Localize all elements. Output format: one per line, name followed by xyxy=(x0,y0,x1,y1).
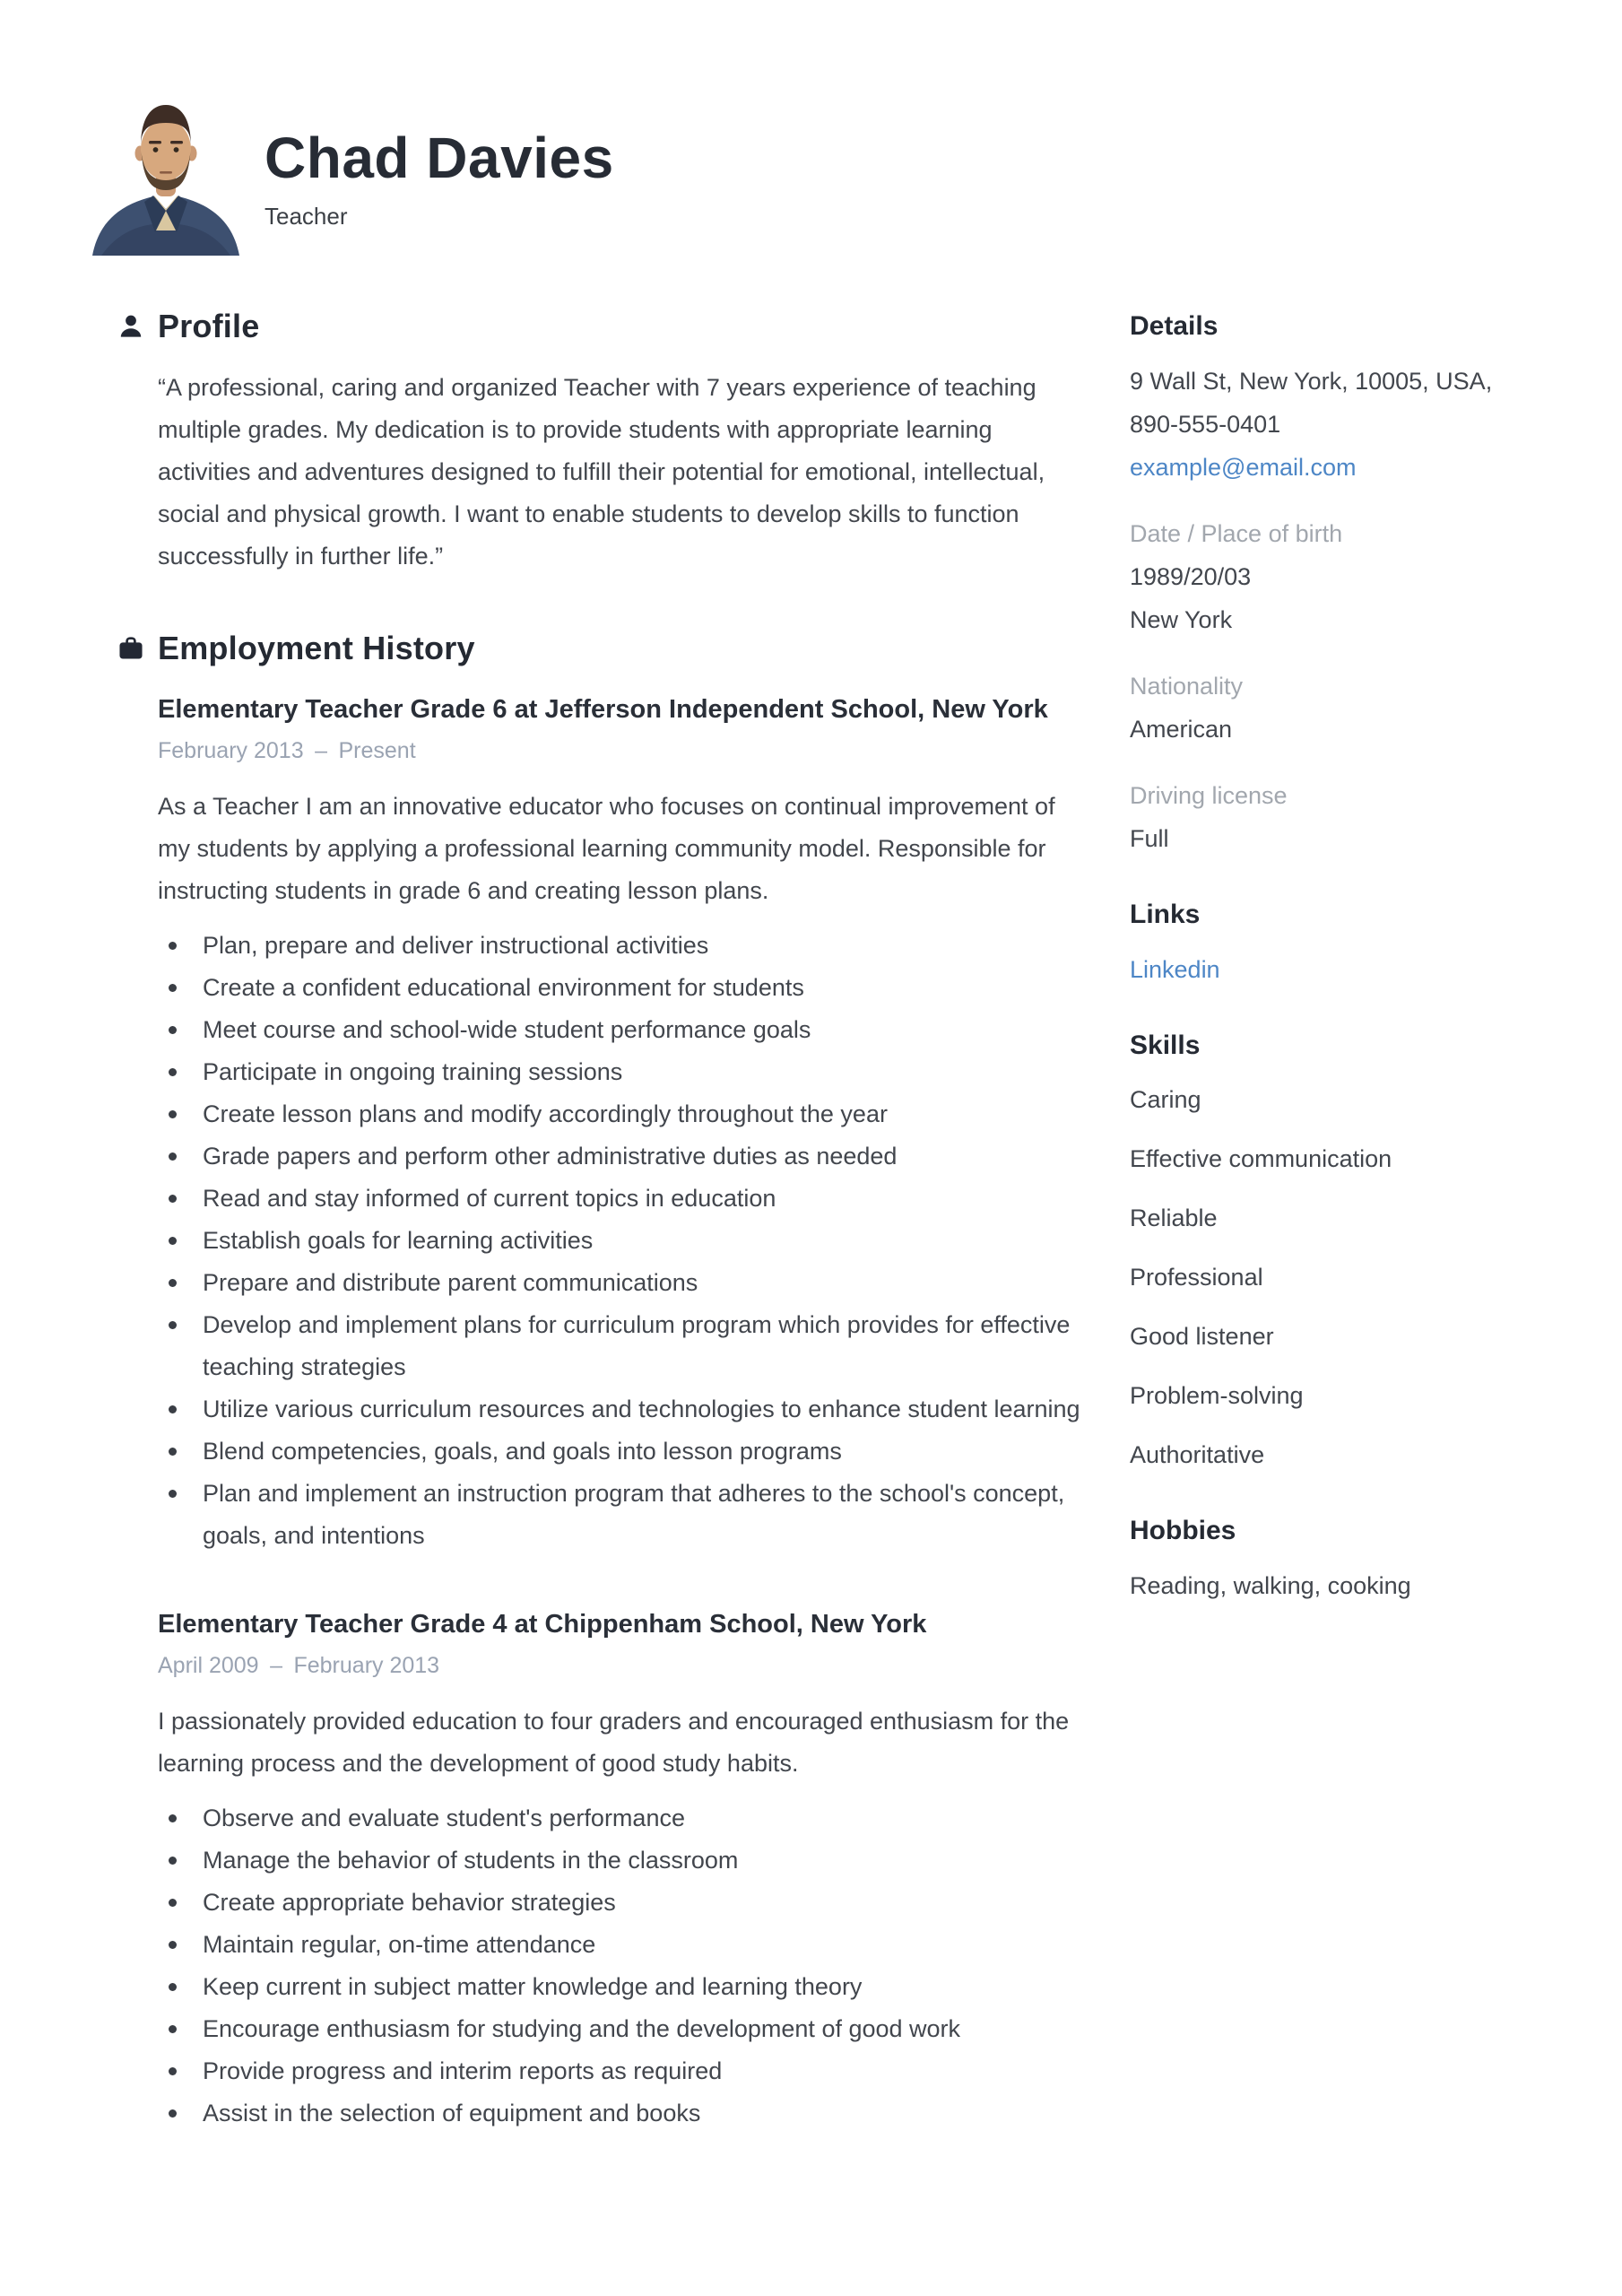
job-dates: April 2009 – February 2013 xyxy=(158,1653,440,1678)
sidebar xyxy=(1130,308,1533,2187)
email-link[interactable]: example@email.com xyxy=(1130,454,1357,481)
bullet-item: Blend competencies, goals, and goals into lesson programs xyxy=(158,1431,1089,1473)
links-heading: Links xyxy=(1130,900,1201,929)
bullet-item: Plan, prepare and deliver instructional activities xyxy=(158,925,1089,967)
section-profile xyxy=(117,308,1089,578)
details-section xyxy=(1130,311,1533,860)
job-title: Elementary Teacher Grade 4 at Chippenham School, New York xyxy=(158,1610,927,1639)
bullet-item: Assist in the selection of equipment and books xyxy=(158,2092,1089,2135)
job-entry-2 xyxy=(158,1604,1089,2135)
skills-heading: Skills xyxy=(1130,1031,1201,1060)
name-block xyxy=(265,76,614,230)
bullet-item: Create appropriate behavior strategies xyxy=(158,1882,1089,1924)
driving-license-value: Full xyxy=(1130,825,1169,852)
nationality-value: American xyxy=(1130,716,1233,743)
bullet-item: Read and stay informed of current topics in education xyxy=(158,1178,1089,1220)
skill-item: Reliable xyxy=(1130,1205,1218,1231)
linkedin-link[interactable]: Linkedin xyxy=(1130,956,1220,983)
main-column xyxy=(117,308,1089,2187)
bullet-item: Create a confident educational environment for students xyxy=(158,967,1089,1009)
address: 9 Wall St, New York, 10005, USA, xyxy=(1130,368,1493,395)
profile-section-header xyxy=(117,308,1089,345)
bullet-item: Maintain regular, on-time attendance xyxy=(158,1924,1089,1966)
page-title: Chad Davies xyxy=(265,126,614,190)
birth-date: 1989/20/03 xyxy=(1130,563,1252,590)
skill-item: Professional xyxy=(1130,1264,1263,1291)
section-employment xyxy=(117,630,1089,2135)
bullet-item: Encourage enthusiasm for studying and the development of good work xyxy=(158,2008,1089,2050)
skill-item: Caring xyxy=(1130,1086,1201,1113)
person-icon xyxy=(117,312,145,341)
employment-heading: Employment History xyxy=(158,630,475,666)
bullet-item: Develop and implement plans for curriculum program which provides for effective teaching strategies xyxy=(158,1304,1089,1388)
bullet-item: Grade papers and perform other administrative duties as needed xyxy=(158,1135,1089,1178)
job-description: I passionately provided education to four graders and encouraged enthusiasm for the learning process and the development of good study habits. xyxy=(158,1708,1070,1777)
driving-license-label: Driving license xyxy=(1130,782,1288,809)
profile-summary: “A professional, caring and organized Teacher with 7 years experience of teaching multiple grades. My dedication is to provide students with appropriate learning activities and adventures designed to fulfill their potential for emotional, intellectual, social and physical growth. I want to enable students to develop skills to function successfully in further life.” xyxy=(158,374,1045,570)
header xyxy=(0,0,1622,256)
bullet-item: Establish goals for learning activities xyxy=(158,1220,1089,1262)
bullet-item: Provide progress and interim reports as required xyxy=(158,2050,1089,2092)
bullet-item: Keep current in subject matter knowledge and learning theory xyxy=(158,1966,1089,2008)
bullet-item: Meet course and school-wide student performance goals xyxy=(158,1009,1089,1051)
bullet-item: Manage the behavior of students in the classroom xyxy=(158,1839,1089,1882)
profile-photo xyxy=(76,76,256,256)
job-dates: February 2013 – Present xyxy=(158,738,416,763)
skill-item: Authoritative xyxy=(1130,1441,1265,1468)
bullet-item: Prepare and distribute parent communications xyxy=(158,1262,1089,1304)
phone-number: 890-555-0401 xyxy=(1130,411,1281,438)
bullet-item: Plan and implement an instruction program that adheres to the school's concept, goals, and intentions xyxy=(158,1473,1089,1557)
job-title: Elementary Teacher Grade 6 at Jefferson Independent School, New York xyxy=(158,695,1048,724)
skill-item: Problem-solving xyxy=(1130,1382,1304,1409)
birth-label: Date / Place of birth xyxy=(1130,520,1343,547)
hobbies-section xyxy=(1130,1516,1533,1607)
bullet-item: Observe and evaluate student's performance xyxy=(158,1797,1089,1839)
job-role-subtitle: Teacher xyxy=(265,203,348,230)
job-entry-1 xyxy=(158,689,1089,1557)
nationality-label: Nationality xyxy=(1130,673,1244,700)
job-bullet-list xyxy=(158,1797,1089,2135)
job-description: As a Teacher I am an innovative educator who focuses on continual improvement of my students by applying a professional learning community model. Responsible for instructing students in grade 6 and creating lesson plans. xyxy=(158,793,1055,904)
bullet-item: Utilize various curriculum resources and technologies to enhance student learning xyxy=(158,1388,1089,1431)
birth-place: New York xyxy=(1130,606,1233,633)
bullet-item: Create lesson plans and modify accordingly throughout the year xyxy=(158,1093,1089,1135)
skills-list xyxy=(1130,1079,1533,1476)
job-bullet-list xyxy=(158,925,1089,1557)
skills-section xyxy=(1130,1031,1533,1476)
bullet-item: Participate in ongoing training sessions xyxy=(158,1051,1089,1093)
briefcase-icon xyxy=(117,634,145,663)
details-heading: Details xyxy=(1130,311,1219,341)
hobbies-text: Reading, walking, cooking xyxy=(1130,1572,1411,1599)
profile-heading: Profile xyxy=(158,308,260,344)
skill-item: Effective communication xyxy=(1130,1145,1392,1172)
employment-section-header xyxy=(117,630,1089,667)
portrait-illustration xyxy=(76,76,256,256)
skill-item: Good listener xyxy=(1130,1323,1274,1350)
hobbies-heading: Hobbies xyxy=(1130,1516,1236,1545)
links-section xyxy=(1130,900,1533,991)
content-grid xyxy=(0,256,1622,2187)
